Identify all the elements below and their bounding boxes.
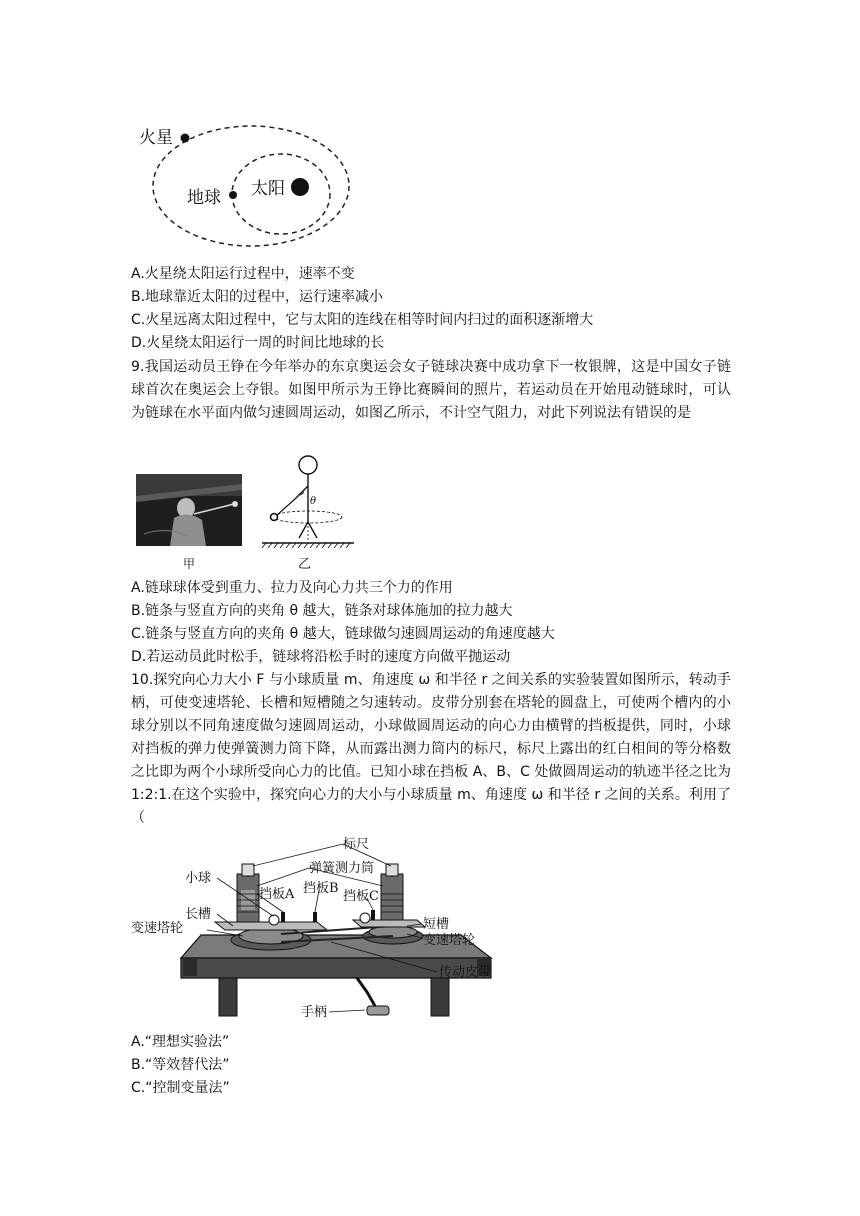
q10-option-a: A.“理想实验法” — [131, 1034, 230, 1050]
hammer-throw-diagram — [258, 452, 358, 574]
spring-tube-right — [381, 874, 403, 920]
q10-option-c: C.“控制变量法” — [131, 1080, 230, 1096]
sun-label: 太阳 — [251, 179, 285, 199]
baffle-b — [313, 912, 317, 922]
earth-label: 地球 — [187, 188, 221, 208]
baffle-c-label: 挡板C — [343, 889, 379, 904]
pulley-right-label: 变速塔轮 — [423, 933, 476, 948]
long-groove-label: 长槽 — [185, 907, 212, 922]
theta-label: θ — [310, 496, 317, 507]
earth-dot — [229, 191, 237, 199]
handle-grip — [367, 1006, 389, 1015]
figure-yi-label: 乙 — [298, 557, 312, 572]
ball-label: 小球 — [185, 871, 212, 886]
leg-right — [431, 978, 449, 1016]
ball-right — [360, 913, 370, 923]
centripetal-apparatus-figure — [131, 830, 511, 1028]
scale-label: 标尺 — [343, 837, 370, 852]
q9-option-c: C.链条与竖直方向的夹角 θ 越大，链球做匀速圆周运动的角速度越大 — [131, 626, 555, 642]
leg-left — [219, 978, 237, 1016]
q8-option-a: A.火星绕太阳运行过程中，速率不变 — [131, 266, 355, 282]
hammer-ball — [271, 514, 278, 521]
figure-jia-label: 甲 — [183, 557, 196, 571]
pulley-left-label: 变速塔轮 — [131, 921, 184, 936]
handle-crank — [357, 978, 375, 1006]
mars-label: 火星 — [139, 128, 173, 148]
baffle-a — [281, 912, 285, 922]
q9-option-a: A.链球球体受到重力、拉力及向心力共三个力的作用 — [131, 580, 453, 596]
q9-stem: 9.我国运动员王铮在今年举办的东京奥运会女子链球决赛中成功拿下一枚银牌，这是中国女子链球首次在奥运会上夺银。如图甲所示为王铮比赛瞬间的照片，若运动员在开始甩动链球时，可认为链球在水平面内做匀速圆周运动，如图乙所示，不计空气阻力，对此下列说法有错误的是 — [131, 359, 731, 421]
q9-option-b: B.链条与竖直方向的夹角 θ 越大，链条对球体施加的拉力越大 — [131, 603, 513, 619]
belt-label: 传动皮带 — [439, 965, 492, 980]
baffle-c — [371, 910, 375, 920]
q10-option-b: B.“等效替代法” — [131, 1057, 230, 1073]
spring-tube-label: 弹簧测力筒 — [309, 861, 375, 876]
q8-option-d: D.火星绕太阳运行一周的时间比地球的长 — [131, 335, 385, 351]
ball-left — [269, 915, 279, 925]
q8-option-b: B.地球靠近太阳的过程中，运行速率减小 — [131, 289, 384, 305]
hammer-throw-photo — [136, 474, 242, 546]
short-groove-label: 短槽 — [423, 917, 450, 932]
photo-content — [136, 474, 242, 546]
orbit-figure — [131, 112, 371, 262]
q10-stem: 10.探究向心力大小 F 与小球质量 m、角速度 ω 和半径 r 之间关系的实验装置如图所示，转动手柄，可使变速塔轮、长槽和短槽随之匀速转动。皮带分别套在塔轮的圆盘上，可使两个槽内的小球分别以不同角速度做匀速圆周运动，小球做圆周运动的向心力由横臂的挡板提供，同时，小球对挡板的弹力使弹簧测力筒下降，从而露出测力筒内的标尺，标尺上露出的红白相间的等分格数之比即为两个小球所受向心力的比值。已知小球在挡板 A、B、C 处做圆周运动的轨迹半径之比为 1:2:1.在这个实验中，探究向心力的大小与小球质量 m、角速度 ω 和半径 r 之间的关系。利用了（ — [131, 672, 731, 826]
q9-option-d: D.若运动员此时松手，链球将沿松手时的速度方向做平抛运动 — [131, 649, 511, 665]
q8-option-c: C.火星远离太阳过程中，它与太阳的连线在相等时间内扫过的面积逐渐增大 — [131, 312, 594, 328]
head — [299, 456, 317, 474]
baffle-a-label: 挡板A — [259, 887, 295, 902]
handle-label: 手柄 — [301, 1005, 328, 1020]
mars-dot — [181, 134, 190, 143]
sun-dot — [291, 178, 309, 196]
baffle-b-label: 挡板B — [303, 881, 339, 896]
